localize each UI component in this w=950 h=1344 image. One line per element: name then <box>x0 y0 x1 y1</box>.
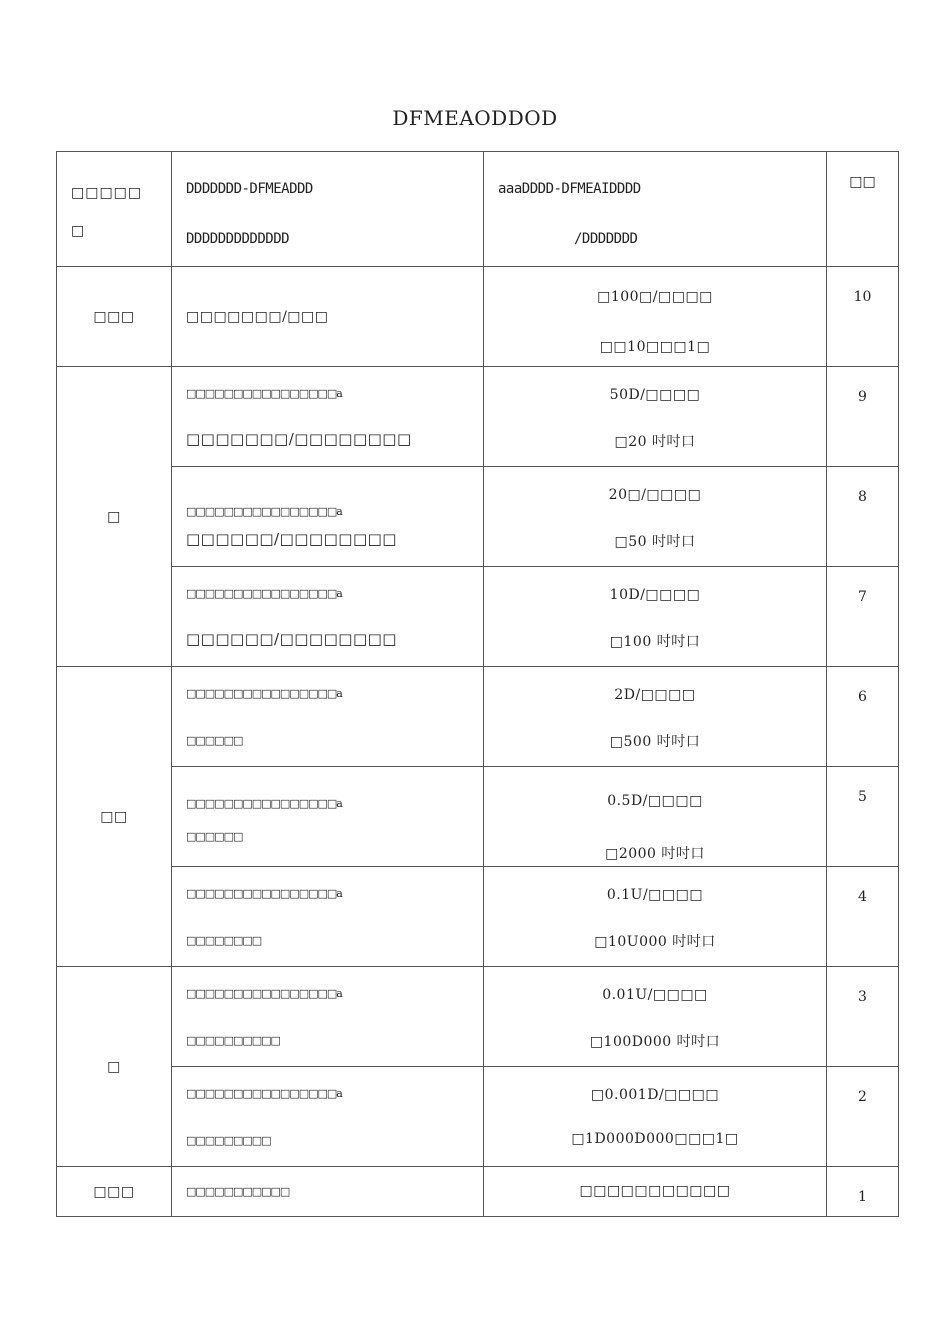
rate-line-2: □50 吋吋口 <box>614 534 696 550</box>
rate-line-2: □□10□□□1□ <box>599 339 711 355</box>
criteria-cell <box>172 667 484 767</box>
criteria-line-2: □□□□□□□□ <box>186 934 262 947</box>
criteria-line-1: □□□□□□□□□□□□□□□□a <box>186 797 342 810</box>
rate-line-2: □2000 吋吋口 <box>605 846 705 862</box>
criteria-line-1: □□□□□□□□□□□□□□□□a <box>186 387 342 400</box>
table-row <box>57 667 899 767</box>
rate-line-1: 20□/□□□□ <box>608 487 702 503</box>
criteria-line-2: □□□□□□□□□ <box>186 1134 271 1147</box>
rate-line-1: □100□/□□□□ <box>597 289 713 305</box>
criteria-line: □□□□□□□□□□□ <box>186 1185 290 1198</box>
header-category-cell <box>57 152 172 267</box>
rate-cell <box>484 1067 827 1167</box>
category-cell: □ <box>57 367 172 667</box>
criteria-cell <box>172 867 484 967</box>
criteria-line-1: □□□□□□□□□□□□□□□□a <box>186 887 342 900</box>
criteria-cell <box>172 267 484 367</box>
rate-line-1: □0.001D/□□□□ <box>590 1087 720 1103</box>
document-title: DFMEAODDOD <box>392 106 558 130</box>
rank-cell: 10 <box>827 267 899 367</box>
criteria-line-1: □□□□□□□□□□□□□□□□a <box>186 587 342 600</box>
criteria-cell <box>172 367 484 467</box>
rank-cell: 3 <box>827 967 899 1067</box>
rate-cell <box>484 767 827 867</box>
rank-cell: 5 <box>827 767 899 867</box>
category-cell: □ <box>57 967 172 1167</box>
criteria-cell <box>172 467 484 567</box>
rate-line-1: 50D/□□□□ <box>609 387 701 403</box>
criteria-line-2: □□□□□□□/□□□□□□□□ <box>186 430 412 448</box>
rate-line-1: 0.01U/□□□□ <box>602 987 708 1003</box>
header-rate-cell <box>484 152 827 267</box>
rank-cell: 1 <box>827 1167 899 1217</box>
rate-line-2: □100 吋吋口 <box>609 634 701 650</box>
header-criteria-cell <box>172 152 484 267</box>
criteria-line-1: □□□□□□□□□□□□□□□□a <box>186 505 342 518</box>
criteria-line-2: □□□□□□/□□□□□□□□ <box>186 530 397 548</box>
rate-cell <box>484 867 827 967</box>
table-header-row <box>57 152 899 267</box>
rate-cell <box>484 667 827 767</box>
header-criteria-line-1: DDDDDDD-DFMEADDD <box>186 181 313 197</box>
table-row <box>57 1167 899 1217</box>
rate-line: □□□□□□□□□□□ <box>579 1183 731 1199</box>
criteria-line-1: □□□□□□□□□□□□□□□□a <box>186 1087 342 1100</box>
table-row <box>57 367 899 467</box>
criteria-line-2: □□□□□□/□□□□□□□□ <box>186 630 397 648</box>
header-rate-line-1: aaaDDDD-DFMEAIDDDD <box>498 181 641 197</box>
rate-line-2: □500 吋吋口 <box>609 734 701 750</box>
header-rank-cell: □□ <box>827 152 899 267</box>
rate-line-2: □1D000D000□□□1□ <box>571 1131 739 1147</box>
table-row <box>57 567 899 667</box>
rate-line-2: □100D000 吋吋口 <box>589 1034 721 1050</box>
header-category-line-1: □□□□□ <box>71 185 143 201</box>
table-row <box>57 267 899 367</box>
criteria-line-2: □□□□□□□□□□ <box>186 1034 280 1047</box>
rate-cell <box>484 567 827 667</box>
category-cell: □□□ <box>57 1167 172 1217</box>
rank-cell: 6 <box>827 667 899 767</box>
criteria-cell <box>172 767 484 867</box>
header-criteria-line-2: DDDDDDDDDDDDD <box>186 231 290 247</box>
criteria-cell <box>172 1167 484 1217</box>
criteria-line-2: □□□□□□ <box>186 830 243 843</box>
criteria-line-1: □□□□□□□□□□□□□□□□a <box>186 987 342 1000</box>
rank-cell: 8 <box>827 467 899 567</box>
rate-cell <box>484 467 827 567</box>
table-row <box>57 967 899 1067</box>
rank-cell: 2 <box>827 1067 899 1167</box>
rate-cell <box>484 267 827 367</box>
rate-cell <box>484 1167 827 1217</box>
category-cell: □□□ <box>57 267 172 367</box>
rate-line-1: 2D/□□□□ <box>614 687 696 703</box>
rate-line-1: 0.1U/□□□□ <box>606 887 704 903</box>
table-row <box>57 467 899 567</box>
criteria-line-1: □□□□□□□□□□□□□□□□a <box>186 687 342 700</box>
rate-line-2: □20 吋吋口 <box>614 434 696 450</box>
header-rate-line-2: /DDDDDDD <box>574 231 638 247</box>
criteria-cell <box>172 967 484 1067</box>
criteria-line: □□□□□□□/□□□ <box>186 308 329 325</box>
rate-line-2: □10U000 吋吋口 <box>594 934 716 950</box>
category-cell: □□ <box>57 667 172 967</box>
rate-line-1: 10D/□□□□ <box>609 587 701 603</box>
rate-line-1: 0.5D/□□□□ <box>607 793 703 809</box>
rank-cell: 4 <box>827 867 899 967</box>
rank-cell: 9 <box>827 367 899 467</box>
criteria-cell <box>172 567 484 667</box>
table-row <box>57 1067 899 1167</box>
header-category-line-2: □ <box>71 223 86 239</box>
table-row <box>57 767 899 867</box>
table-row <box>57 867 899 967</box>
occurrence-rating-table <box>56 151 899 1217</box>
rate-cell <box>484 367 827 467</box>
criteria-line-2: □□□□□□ <box>186 734 243 747</box>
rate-cell <box>484 967 827 1067</box>
criteria-cell <box>172 1067 484 1167</box>
rank-cell: 7 <box>827 567 899 667</box>
